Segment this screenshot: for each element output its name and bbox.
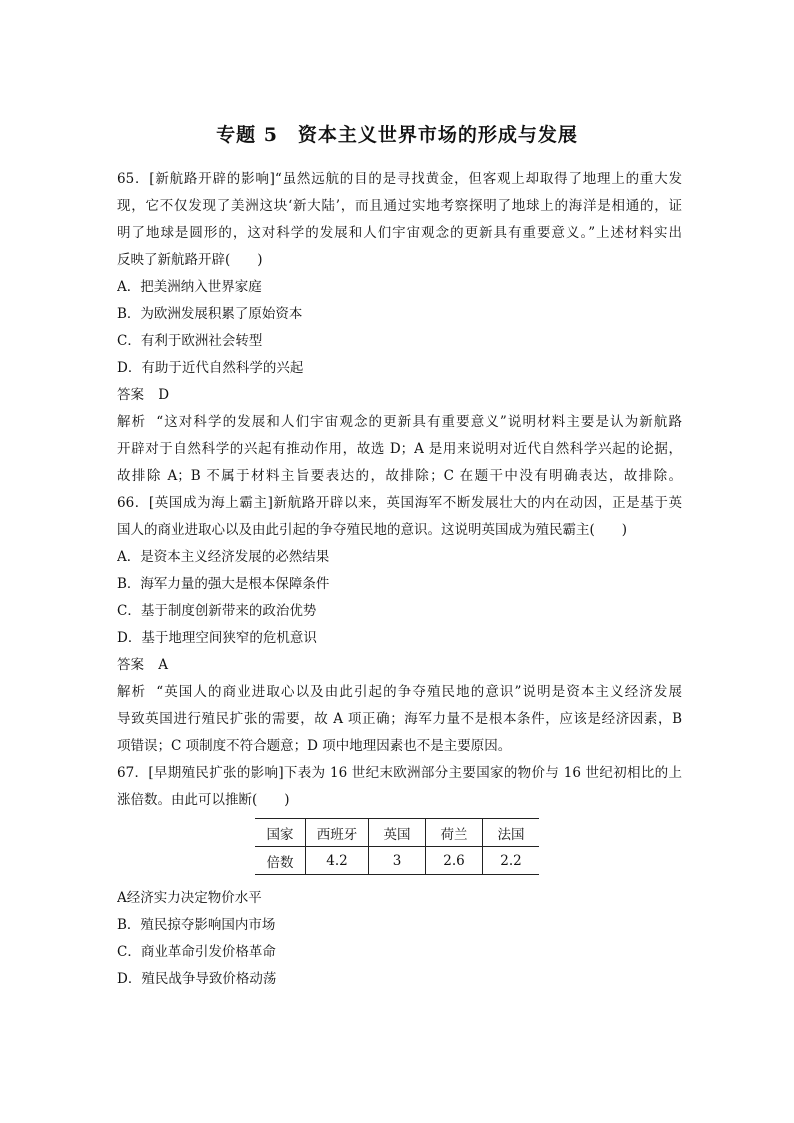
explanation-text: “这对科学的发展和人们宇宙观念的更新具有重要意义”说明材料主要是认为新航路 [156,414,682,430]
answer-line [117,382,682,409]
answer-value: A [158,657,169,673]
table-cell: 3 [369,847,426,875]
option-d: D．有助于近代自然科学的兴起 [117,360,304,376]
option-a: A．把美洲纳入世界家庭 [117,279,262,295]
table-header-row [255,819,539,847]
option-a: A．是资本主义经济发展的必然结果 [117,549,330,565]
table-cell: 国家 [255,819,306,847]
question-text-line: 67．[早期殖民扩张的影响]下表为 16 世纪末欧洲部分主要国家的物价与 16 世纪初相比的上 [117,765,682,781]
table-cell: 倍数 [255,847,306,875]
question-66 [117,490,682,760]
question-67 [117,760,682,993]
explanation-label: 解析 [117,684,147,700]
explanation-line [117,679,682,706]
question-65 [117,166,682,490]
option-a: A经济实力决定物价水平 [117,890,262,906]
question-text-line: 明了地球是圆形的，这对科学的发展和人们宇宙观念的更新具有重要意义。”上述材料实出 [117,225,682,241]
table-row [255,847,539,875]
table-cell: 2.2 [483,847,540,875]
table-cell: 法国 [483,819,540,847]
explanation-label: 解析 [117,414,147,430]
question-text-line: 65．[新航路开辟的影响]“虽然远航的目的是寻找黄金，但客观上却取得了地理上的重大发 [117,171,682,187]
explanation-line [117,409,682,436]
question-text-line: 66．[英国成为海上霸主]新航路开辟以来，英国海军不断发展壮大的内在动因，正是基于英 [117,495,682,511]
option-b: B．为欧洲发展积累了原始资本 [117,306,303,322]
option-b: B．殖民掠夺影响国内市场 [117,917,276,933]
page-title: 专题 5 资本主义世界市场的形成与发展 [216,124,578,146]
answer-label: 答案 [117,387,144,403]
question-text-line: 涨倍数。由此可以推断( ) [117,792,290,808]
question-text-line: 国人的商业进取心以及由此引起的争夺殖民地的意识。这说明英国成为殖民霸主( ) [117,522,628,538]
option-c: C．基于制度创新带来的政治优势 [117,603,317,619]
option-b: B．海军力量的强大是根本保障条件 [117,576,330,592]
option-d: D．殖民战争导致价格动荡 [117,971,277,987]
explanation-line: 开辟对于自然科学的兴起有推动作用，故选 D；A 是用来说明对近代自然科学兴起的论据， [117,441,682,457]
answer-label: 答案 [117,657,144,673]
explanation-line: 项错误；C 项制度不符合题意；D 项中地理因素也不是主要原因。 [117,738,512,754]
question-text-line: 现，它不仅发现了美洲这块‘新大陆’，而且通过实地考察探明了地球上的海洋是相通的，证 [117,198,682,214]
explanation-text: “英国人的商业进取心以及由此引起的争夺殖民地的意识”说明是资本主义经济发展 [156,684,682,700]
option-c: C．商业革命引发价格革命 [117,944,276,960]
table-cell: 英国 [369,819,426,847]
table-cell: 荷兰 [426,819,483,847]
answer-value: D [158,387,170,403]
table-cell: 4.2 [306,847,369,875]
price-table [255,818,539,875]
content [117,166,682,993]
table-cell: 2.6 [426,847,483,875]
option-c: C．有利于欧洲社会转型 [117,333,263,349]
answer-line [117,652,682,679]
option-d: D．基于地理空间狭窄的危机意识 [117,630,317,646]
question-text-line: 反映了新航路开辟( ) [117,252,263,268]
explanation-line: 故排除 A；B 不属于材料主旨要表达的，故排除；C 在题干中没有明确表达，故排除。 [117,468,682,484]
table-cell: 西班牙 [306,819,369,847]
explanation-line: 导致英国进行殖民扩张的需要，故 A 项正确；海军力量不是根本条件，应该是经济因素，B [117,711,682,727]
